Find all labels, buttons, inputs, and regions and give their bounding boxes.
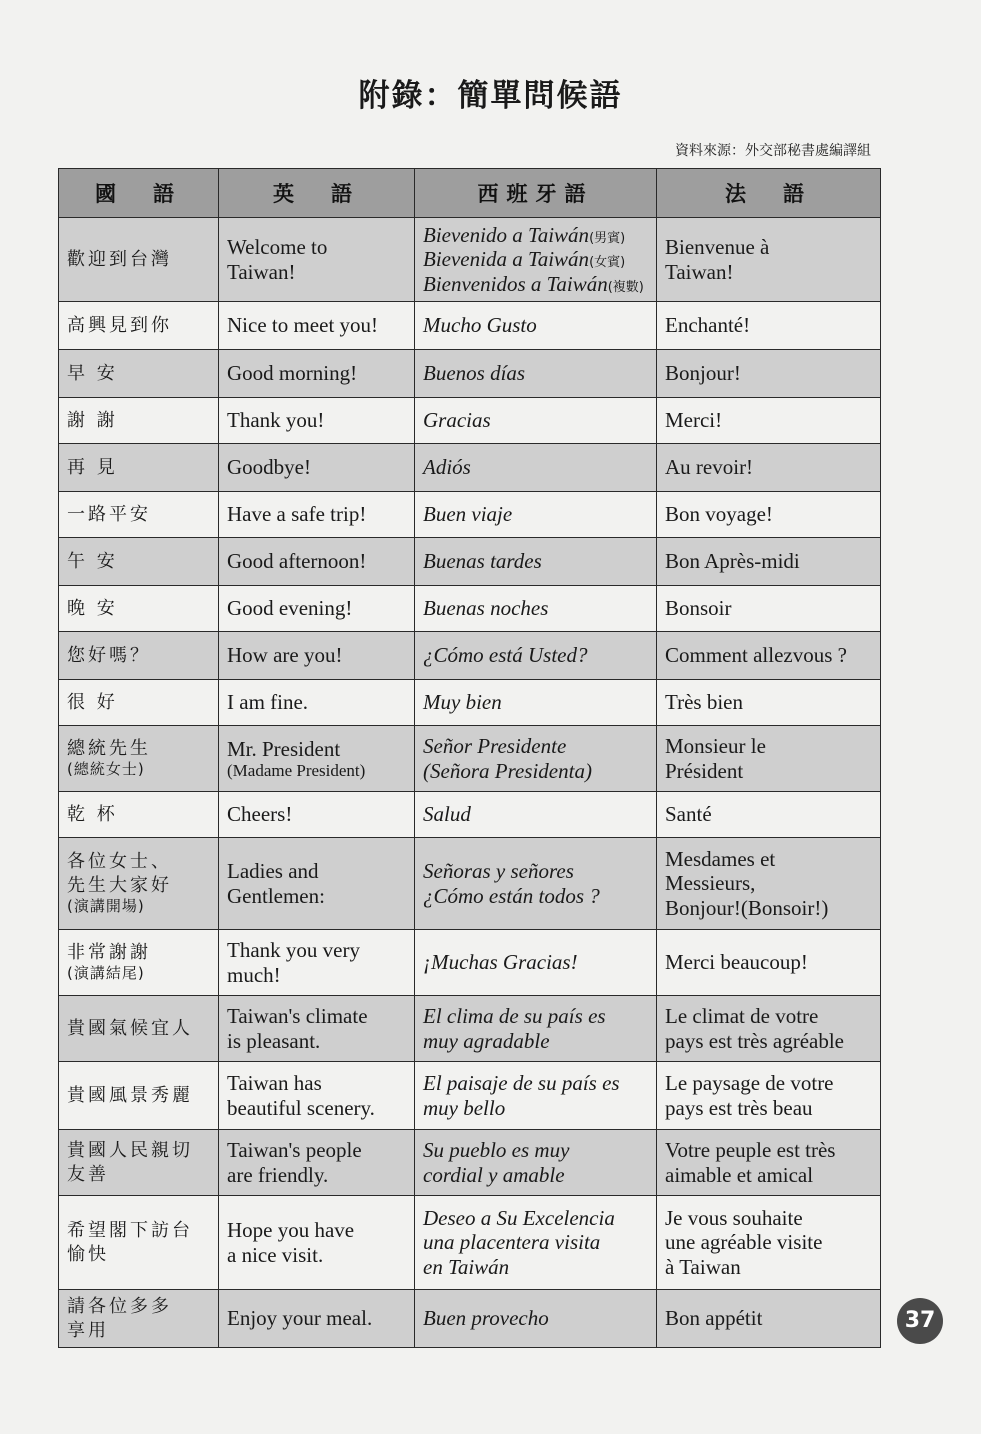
french-line: aimable et amical bbox=[665, 1162, 814, 1187]
cell-spanish bbox=[415, 1196, 657, 1290]
cell-mandarin bbox=[59, 680, 219, 726]
french-line: Comment allezvous ? bbox=[665, 643, 847, 668]
french-line: Je vous souhaite bbox=[665, 1206, 803, 1231]
spanish-text: Buenas noches bbox=[423, 596, 549, 621]
mandarin-line: (演講結尾) bbox=[67, 964, 145, 983]
english-line: a nice visit. bbox=[227, 1242, 324, 1267]
table-row bbox=[59, 492, 881, 538]
spanish-text: muy bello bbox=[423, 1095, 506, 1120]
cell-french bbox=[657, 492, 881, 538]
cell-english bbox=[219, 586, 415, 632]
spanish-text: Señoras y señores bbox=[423, 859, 574, 884]
cell-english bbox=[219, 492, 415, 538]
cell-french bbox=[657, 996, 881, 1062]
cell-english bbox=[219, 350, 415, 398]
cell-spanish bbox=[415, 680, 657, 726]
english-line: beautiful scenery. bbox=[227, 1095, 375, 1120]
cell-mandarin bbox=[59, 492, 219, 538]
spanish-text: en Taiwán bbox=[423, 1254, 510, 1279]
cell-spanish bbox=[415, 632, 657, 680]
french-line: Très bien bbox=[665, 690, 743, 715]
cell-spanish bbox=[415, 1290, 657, 1348]
cell-english bbox=[219, 1130, 415, 1196]
cell-spanish bbox=[415, 1130, 657, 1196]
mandarin-line: 晚 安 bbox=[67, 597, 118, 619]
mandarin-line: 午 安 bbox=[67, 550, 118, 572]
spanish-text: El clima de su país es bbox=[423, 1004, 606, 1029]
cell-french bbox=[657, 586, 881, 632]
cell-english bbox=[219, 792, 415, 838]
cell-spanish bbox=[415, 218, 657, 302]
english-line: much! bbox=[227, 962, 281, 987]
french-line: Monsieur le bbox=[665, 734, 766, 759]
cell-mandarin bbox=[59, 838, 219, 930]
mandarin-line: 貴國風景秀麗 bbox=[67, 1084, 193, 1106]
english-line: is pleasant. bbox=[227, 1028, 321, 1053]
mandarin-line: 乾 杯 bbox=[67, 803, 118, 825]
mandarin-line: 先生大家好 bbox=[67, 874, 172, 896]
header-spanish: 西班牙語 bbox=[415, 169, 657, 218]
spanish-line bbox=[423, 408, 648, 432]
english-line: Welcome to bbox=[227, 235, 328, 260]
cell-spanish bbox=[415, 302, 657, 350]
mandarin-line: 請各位多多 bbox=[67, 1296, 172, 1318]
cell-spanish bbox=[415, 996, 657, 1062]
cell-french bbox=[657, 1062, 881, 1130]
spanish-text: Bievenido a Taiwán bbox=[423, 223, 590, 248]
cell-mandarin bbox=[59, 930, 219, 996]
spanish-text: Deseo a Su Excelencia bbox=[423, 1206, 615, 1231]
mandarin-line: 一路平安 bbox=[67, 503, 151, 525]
spanish-text: El paisaje de su país es bbox=[423, 1071, 620, 1096]
gender-tag: (複數) bbox=[607, 279, 644, 295]
french-line: Enchanté! bbox=[665, 313, 751, 338]
english-line: Hope you have bbox=[227, 1218, 355, 1243]
mandarin-line: 友善 bbox=[67, 1163, 109, 1185]
mandarin-line: (演講開場) bbox=[67, 897, 145, 916]
cell-mandarin bbox=[59, 1130, 219, 1196]
gender-tag: (男賓) bbox=[589, 231, 626, 247]
cell-mandarin bbox=[59, 726, 219, 792]
cell-french bbox=[657, 792, 881, 838]
spanish-text: muy agradable bbox=[423, 1028, 550, 1053]
spanish-line bbox=[423, 1230, 648, 1254]
cell-spanish bbox=[415, 838, 657, 930]
english-line: Taiwan has bbox=[227, 1071, 322, 1096]
table-row bbox=[59, 1196, 881, 1290]
spanish-text: Señor Presidente bbox=[423, 734, 567, 759]
english-line: Thank you very bbox=[227, 938, 360, 963]
spanish-line bbox=[423, 1029, 648, 1053]
cell-mandarin bbox=[59, 586, 219, 632]
spanish-line bbox=[423, 643, 648, 667]
cell-french bbox=[657, 632, 881, 680]
spanish-line bbox=[423, 1096, 648, 1120]
cell-french bbox=[657, 398, 881, 444]
cell-french bbox=[657, 680, 881, 726]
french-line: pays est très agréable bbox=[665, 1028, 845, 1053]
cell-mandarin bbox=[59, 1290, 219, 1348]
cell-french bbox=[657, 538, 881, 586]
header-english: 英 語 bbox=[219, 169, 415, 218]
table-row bbox=[59, 1290, 881, 1348]
spanish-text: Bienvenidos a Taiwán bbox=[423, 271, 608, 296]
english-line: (Madame President) bbox=[227, 760, 366, 780]
english-line: Have a safe trip! bbox=[227, 502, 367, 527]
spanish-text: Mucho Gusto bbox=[423, 313, 537, 338]
mandarin-line: 總統先生 bbox=[67, 738, 151, 760]
table-row bbox=[59, 930, 881, 996]
spanish-line bbox=[423, 859, 648, 883]
table-row bbox=[59, 218, 881, 302]
cell-spanish bbox=[415, 444, 657, 492]
french-line: Votre peuple est très bbox=[665, 1138, 836, 1163]
table-row bbox=[59, 302, 881, 350]
spanish-line bbox=[423, 1306, 648, 1330]
mandarin-line: 再 見 bbox=[67, 456, 118, 478]
mandarin-line: 貴國人民親切 bbox=[67, 1140, 193, 1162]
english-line: are friendly. bbox=[227, 1162, 329, 1187]
spanish-line bbox=[423, 549, 648, 573]
cell-mandarin bbox=[59, 1196, 219, 1290]
cell-french bbox=[657, 1290, 881, 1348]
cell-english bbox=[219, 444, 415, 492]
spanish-text: ¿Cómo están todos ? bbox=[423, 883, 600, 908]
french-line: Taiwan! bbox=[665, 259, 734, 284]
cell-english bbox=[219, 1290, 415, 1348]
spanish-line bbox=[423, 1138, 648, 1162]
cell-french bbox=[657, 444, 881, 492]
table-row bbox=[59, 680, 881, 726]
spanish-text: cordial y amable bbox=[423, 1162, 565, 1187]
cell-english bbox=[219, 632, 415, 680]
table-row bbox=[59, 632, 881, 680]
english-line: Enjoy your meal. bbox=[227, 1306, 373, 1331]
spanish-text: Su pueblo es muy bbox=[423, 1138, 570, 1163]
cell-spanish bbox=[415, 726, 657, 792]
spanish-line bbox=[423, 950, 648, 974]
table-row bbox=[59, 726, 881, 792]
cell-english bbox=[219, 930, 415, 996]
cell-english bbox=[219, 538, 415, 586]
page-number: 37 bbox=[897, 1298, 943, 1344]
spanish-line bbox=[423, 1163, 648, 1187]
table-header-row bbox=[59, 169, 881, 218]
cell-english bbox=[219, 398, 415, 444]
cell-english bbox=[219, 726, 415, 792]
english-line: Nice to meet you! bbox=[227, 313, 379, 338]
english-line: Good morning! bbox=[227, 361, 358, 386]
spanish-line bbox=[423, 361, 648, 385]
spanish-line bbox=[423, 1255, 648, 1279]
english-line: I am fine. bbox=[227, 690, 309, 715]
spanish-line bbox=[423, 455, 648, 479]
spanish-text: Buen viaje bbox=[423, 502, 513, 527]
cell-mandarin bbox=[59, 632, 219, 680]
mandarin-line: (總統女士) bbox=[67, 760, 145, 779]
mandarin-line: 貴國氣候宜人 bbox=[67, 1017, 193, 1039]
table-row bbox=[59, 1062, 881, 1130]
spanish-line bbox=[423, 1206, 648, 1230]
source-note: 資料來源：外交部秘書處編譯組 bbox=[675, 143, 871, 159]
french-line: Bonsoir bbox=[665, 596, 732, 621]
spanish-text: ¿Cómo está Usted? bbox=[423, 643, 588, 668]
english-line: Mr. President bbox=[227, 736, 341, 761]
cell-english bbox=[219, 302, 415, 350]
cell-mandarin bbox=[59, 792, 219, 838]
french-line: Le paysage de votre bbox=[665, 1071, 834, 1096]
table-body bbox=[59, 218, 881, 1348]
mandarin-line: 早 安 bbox=[67, 362, 118, 384]
cell-spanish bbox=[415, 492, 657, 538]
cell-french bbox=[657, 1196, 881, 1290]
french-line: Président bbox=[665, 758, 744, 783]
mandarin-line: 歡迎到台灣 bbox=[67, 248, 172, 270]
english-line: Goodbye! bbox=[227, 455, 311, 480]
french-line: Bon appétit bbox=[665, 1306, 763, 1331]
cell-mandarin bbox=[59, 302, 219, 350]
spanish-text: Buenas tardes bbox=[423, 549, 542, 574]
cell-spanish bbox=[415, 398, 657, 444]
french-line: pays est très beau bbox=[665, 1095, 813, 1120]
cell-mandarin bbox=[59, 1062, 219, 1130]
table-row bbox=[59, 538, 881, 586]
spanish-line bbox=[423, 502, 648, 526]
spanish-text: (Señora Presidenta) bbox=[423, 758, 592, 783]
mandarin-line: 謝 謝 bbox=[67, 409, 118, 431]
english-line: Taiwan's climate bbox=[227, 1004, 368, 1029]
table-row bbox=[59, 444, 881, 492]
french-line: Santé bbox=[665, 802, 712, 827]
spanish-line bbox=[423, 802, 648, 826]
table-row bbox=[59, 586, 881, 632]
spanish-line bbox=[423, 596, 648, 620]
english-line: Gentlemen: bbox=[227, 883, 325, 908]
header-french: 法 語 bbox=[657, 169, 881, 218]
cell-mandarin bbox=[59, 350, 219, 398]
spanish-line bbox=[423, 223, 648, 247]
spanish-text: una placentera visita bbox=[423, 1230, 601, 1255]
spanish-text: Bievenida a Taiwán bbox=[423, 247, 590, 272]
spanish-text: Buenos días bbox=[423, 361, 526, 386]
spanish-line bbox=[423, 313, 648, 337]
spanish-line bbox=[423, 884, 648, 908]
page-title: 附錄：簡單問候語 bbox=[358, 78, 623, 114]
english-line: Thank you! bbox=[227, 408, 325, 433]
spanish-line bbox=[423, 1071, 648, 1095]
mandarin-line: 高興見到你 bbox=[67, 314, 172, 336]
french-line: Bonjour! bbox=[665, 361, 741, 386]
mandarin-line: 各位女士、 bbox=[67, 851, 172, 873]
french-line: Bonjour!(Bonsoir!) bbox=[665, 895, 829, 920]
cell-english bbox=[219, 996, 415, 1062]
table-row bbox=[59, 350, 881, 398]
spanish-line bbox=[423, 247, 648, 271]
spanish-line bbox=[423, 759, 648, 783]
english-line: Cheers! bbox=[227, 802, 293, 827]
french-line: Bon voyage! bbox=[665, 502, 773, 527]
table-row bbox=[59, 792, 881, 838]
spanish-text: Gracias bbox=[423, 408, 491, 433]
header-mandarin: 國 語 bbox=[59, 169, 219, 218]
spanish-line bbox=[423, 1004, 648, 1028]
mandarin-line: 享用 bbox=[67, 1319, 109, 1341]
english-line: Good evening! bbox=[227, 596, 353, 621]
french-line: Bienvenue à bbox=[665, 235, 770, 260]
english-line: How are you! bbox=[227, 643, 343, 668]
table-row bbox=[59, 398, 881, 444]
cell-spanish bbox=[415, 586, 657, 632]
cell-mandarin bbox=[59, 444, 219, 492]
cell-english bbox=[219, 680, 415, 726]
french-line: Le climat de votre bbox=[665, 1004, 819, 1029]
cell-french bbox=[657, 218, 881, 302]
gender-tag: (女賓) bbox=[589, 255, 626, 271]
french-line: Merci! bbox=[665, 408, 723, 433]
cell-french bbox=[657, 726, 881, 792]
cell-spanish bbox=[415, 930, 657, 996]
french-line: Au revoir! bbox=[665, 455, 754, 480]
cell-spanish bbox=[415, 1062, 657, 1130]
table-row bbox=[59, 996, 881, 1062]
mandarin-line: 非常謝謝 bbox=[67, 942, 151, 964]
french-line: Mesdames et bbox=[665, 847, 776, 872]
cell-mandarin bbox=[59, 218, 219, 302]
mandarin-line: 您好嗎？ bbox=[67, 644, 151, 666]
cell-french bbox=[657, 302, 881, 350]
spanish-line bbox=[423, 272, 648, 296]
mandarin-line: 很 好 bbox=[67, 691, 118, 713]
phrase-table bbox=[58, 168, 881, 1348]
cell-spanish bbox=[415, 350, 657, 398]
cell-french bbox=[657, 350, 881, 398]
mandarin-line: 愉快 bbox=[67, 1243, 109, 1265]
english-line: Taiwan! bbox=[227, 259, 296, 284]
cell-spanish bbox=[415, 792, 657, 838]
cell-english bbox=[219, 1196, 415, 1290]
mandarin-line: 希望閣下訪台 bbox=[67, 1220, 193, 1242]
spanish-text: ¡Muchas Gracias! bbox=[423, 950, 578, 975]
spanish-text: Muy bien bbox=[423, 690, 502, 715]
spanish-line bbox=[423, 690, 648, 714]
cell-french bbox=[657, 930, 881, 996]
french-line: à Taiwan bbox=[665, 1254, 741, 1279]
spanish-text: Adiós bbox=[423, 455, 471, 480]
table-row bbox=[59, 1130, 881, 1196]
spanish-line bbox=[423, 734, 648, 758]
spanish-text: Buen provecho bbox=[423, 1306, 549, 1331]
cell-english bbox=[219, 838, 415, 930]
cell-mandarin bbox=[59, 398, 219, 444]
french-line: Bon Après-midi bbox=[665, 549, 800, 574]
spanish-text: Salud bbox=[423, 802, 471, 827]
cell-english bbox=[219, 218, 415, 302]
french-line: Merci beaucoup! bbox=[665, 950, 808, 975]
english-line: Ladies and bbox=[227, 859, 319, 884]
english-line: Good afternoon! bbox=[227, 549, 367, 574]
english-line: Taiwan's people bbox=[227, 1138, 362, 1163]
french-line: Messieurs, bbox=[665, 871, 756, 896]
cell-spanish bbox=[415, 538, 657, 586]
table-row bbox=[59, 838, 881, 930]
cell-mandarin bbox=[59, 996, 219, 1062]
french-line: une agréable visite bbox=[665, 1230, 823, 1255]
cell-mandarin bbox=[59, 538, 219, 586]
cell-french bbox=[657, 838, 881, 930]
cell-french bbox=[657, 1130, 881, 1196]
cell-english bbox=[219, 1062, 415, 1130]
